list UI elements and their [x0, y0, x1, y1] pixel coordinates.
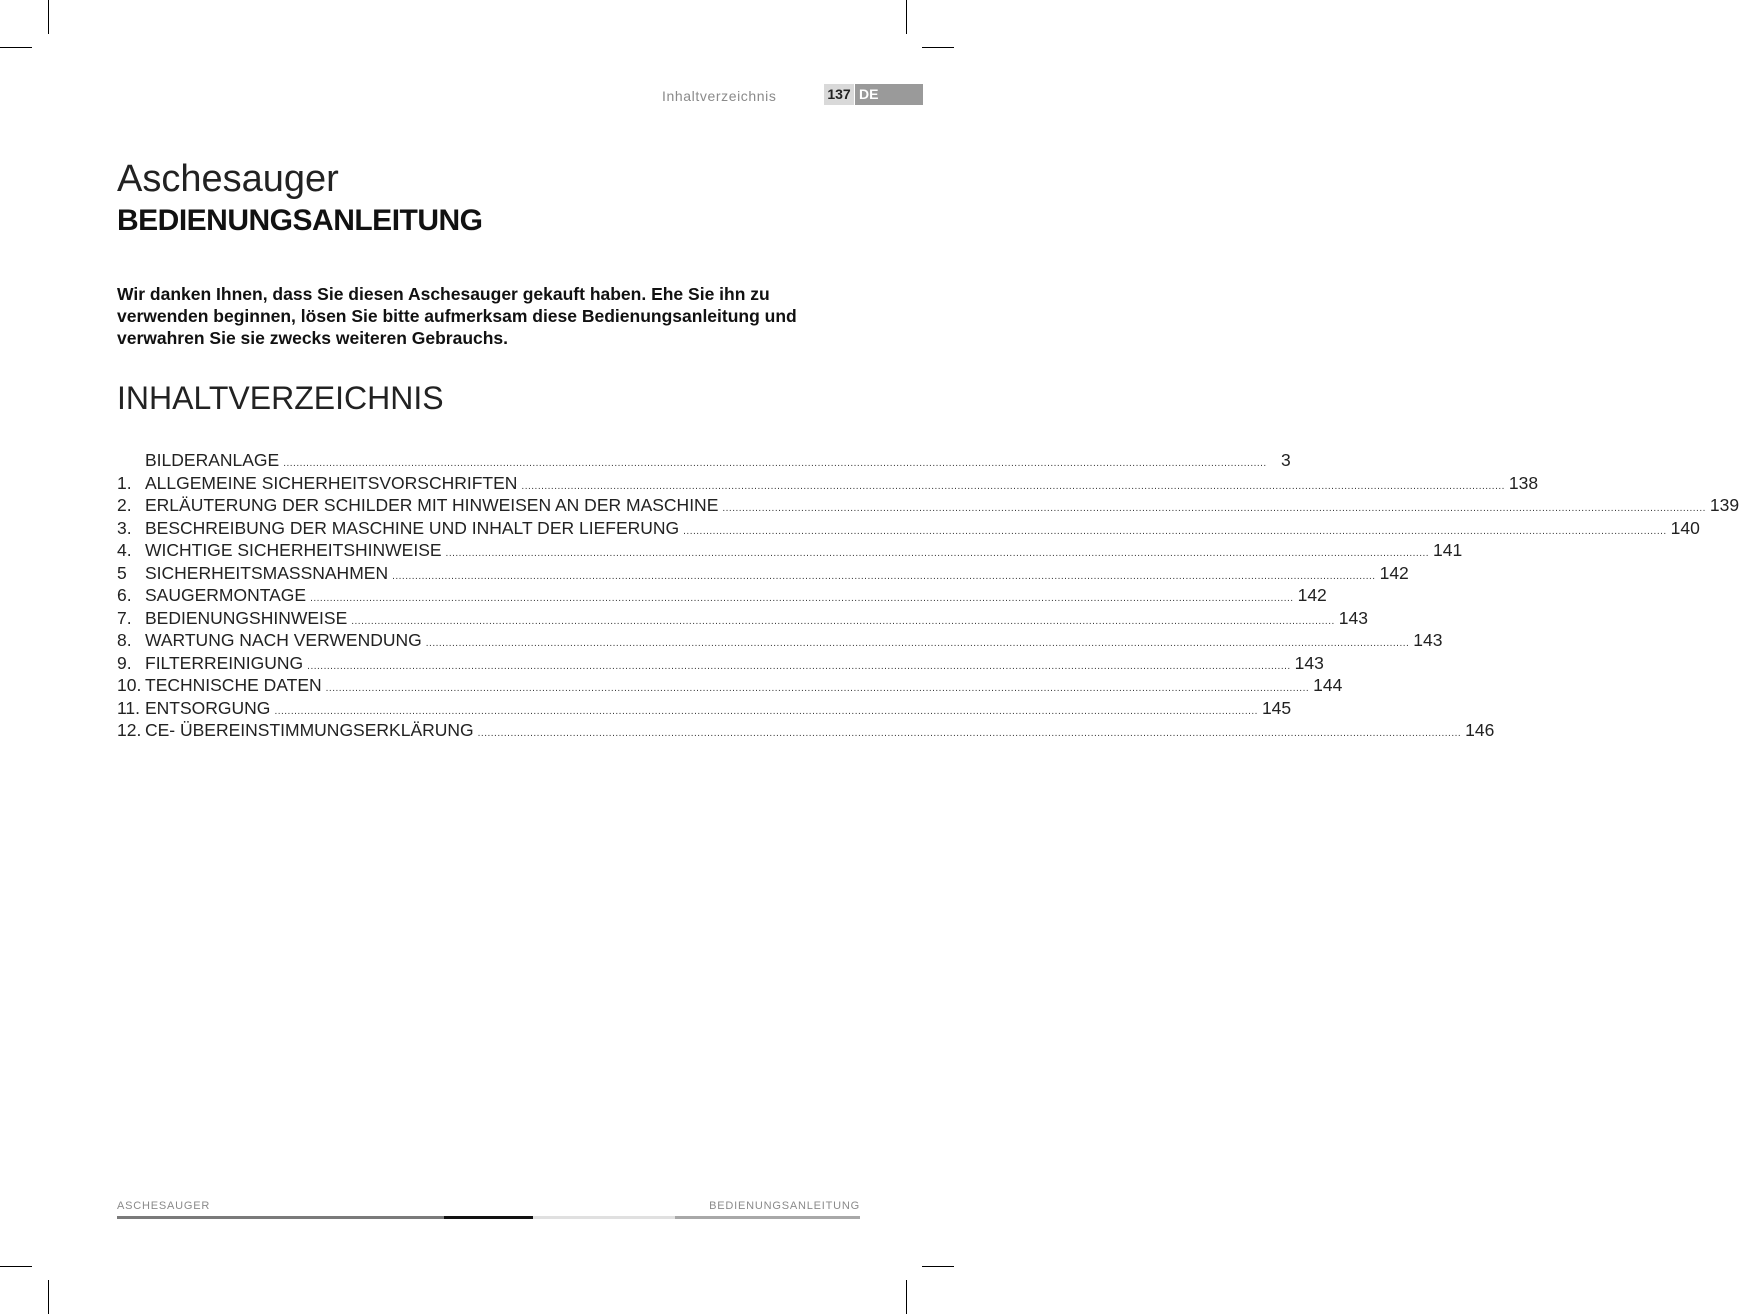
toc-dot-leader: ............................................................................................................................................................................................................................................................................................................ — [445, 548, 1430, 559]
toc-dot-leader: ............................................................................................................................................................................................................................................................................................................ — [425, 638, 1410, 649]
toc-entry — [117, 540, 1463, 563]
toc-entry-page: 145 — [1261, 697, 1292, 718]
crop-mark — [0, 47, 32, 48]
crop-mark — [922, 1266, 954, 1267]
toc-dot-leader: ............................................................................................................................................................................................................................................................................................................ — [274, 705, 1258, 717]
toc-entry-title: BESCHREIBUNG DER MASCHINE UND INHALT DER LIEFERUNG — [145, 517, 680, 538]
toc-entry-page: 146 — [1465, 720, 1495, 740]
toc-dot-leader: ............................................................................................................................................................................................................................................................................................................ — [307, 660, 1291, 672]
toc-entry-title: BEDIENUNGSHINWEISE — [145, 607, 348, 628]
toc-dot-leader: ............................................................................................................................................................................................................................................................................................................ — [310, 593, 1294, 604]
toc-entry-title: WICHTIGE SICHERHEITSHINWEISE — [145, 540, 442, 560]
toc-entry — [117, 517, 1700, 541]
toc-entry — [117, 630, 1443, 653]
toc-entry-title: BILDERANLAGE — [145, 450, 280, 470]
toc-entry-number: 3. — [117, 517, 132, 538]
intro-paragraph: Wir danken Ihnen, dass Sie diesen Aschesauger gekauft haben. Ehe Sie ihn zu verwenden beginnen, lösen Sie bitte aufmerksam diese Bedienungsanleitung und verwahren Sie sie zwecks weiteren Gebrauchs. — [117, 284, 797, 348]
toc-entry-number: 12. — [117, 720, 142, 740]
header-section-title: Inhaltverzeichnis — [662, 88, 777, 104]
footer-bar-segment — [444, 1216, 533, 1219]
toc-entry-page: 142 — [1297, 585, 1327, 605]
footer-manual-label: BEDIENUNGSANLEITUNG — [709, 1200, 860, 1212]
toc-entry-page: 3 — [1280, 450, 1291, 470]
toc-entry — [117, 675, 1343, 698]
toc-entry — [117, 450, 1291, 473]
toc-entry-title: ERLÄUTERUNG DER SCHILDER MIT HINWEISEN AN DER MASCHINE — [145, 495, 719, 515]
toc-entry — [117, 472, 1539, 496]
toc-entry-title: TECHNISCHE DATEN — [145, 675, 322, 695]
toc-entry-title: WARTUNG NACH VERWENDUNG — [145, 630, 422, 650]
crop-mark — [0, 1266, 32, 1267]
toc-entry-number: 10. — [117, 675, 142, 695]
toc-entry — [117, 697, 1292, 721]
toc-entry-page: 142 — [1379, 562, 1409, 583]
toc-entry-page: 139 — [1709, 495, 1739, 515]
toc-entry-page: 143 — [1294, 652, 1324, 673]
table-of-contents — [117, 450, 1739, 743]
footer-bar-segment — [675, 1216, 860, 1219]
toc-entry-page: 138 — [1508, 472, 1539, 493]
footer-product-name: ASCHESAUGER — [117, 1200, 211, 1212]
toc-entry-page: 144 — [1313, 675, 1343, 695]
footer-bar-segment — [117, 1216, 444, 1219]
crop-mark — [906, 0, 907, 34]
toc-entry — [117, 652, 1324, 676]
toc-entry-page: 143 — [1338, 607, 1368, 628]
page-number: 137 — [824, 84, 854, 105]
toc-dot-leader: ............................................................................................................................................................................................................................................................................................................ — [392, 570, 1376, 582]
toc-entry — [117, 562, 1409, 586]
toc-entry — [117, 720, 1495, 743]
footer-bar-segment — [533, 1216, 675, 1219]
crop-mark — [48, 1280, 49, 1314]
toc-entry-number: 6. — [117, 585, 132, 605]
toc-entry-number: 8. — [117, 630, 132, 650]
crop-mark — [906, 1280, 907, 1314]
toc-dot-leader: ............................................................................................................................................................................................................................................................................................................ — [325, 683, 1310, 694]
toc-entry-title: SAUGERMONTAGE — [145, 585, 307, 605]
toc-dot-leader: ............................................................................................................................................................................................................................................................................................................ — [283, 458, 1267, 469]
toc-entry — [117, 585, 1327, 608]
toc-entry-title: CE- ÜBEREINSTIMMUNGSERKLÄRUNG — [145, 720, 474, 740]
toc-entry-title: SICHERHEITSMASSNAHMEN — [145, 562, 389, 583]
toc-entry-title: ENTSORGUNG — [145, 697, 271, 718]
crop-mark — [48, 0, 49, 34]
toc-dot-leader: ............................................................................................................................................................................................................................................................................................................ — [683, 525, 1667, 537]
toc-entry-title: ALLGEMEINE SICHERHEITSVORSCHRIFTEN — [145, 472, 518, 493]
toc-dot-leader: ............................................................................................................................................................................................................................................................................................................ — [477, 728, 1462, 739]
toc-entry-title: FILTERREINIGUNG — [145, 652, 304, 673]
toc-entry-page: 143 — [1413, 630, 1443, 650]
toc-dot-leader: ............................................................................................................................................................................................................................................................................................................ — [351, 615, 1335, 627]
toc-entry-page: 141 — [1433, 540, 1463, 560]
toc-entry-number: 7. — [117, 607, 132, 628]
toc-entry-number: 2. — [117, 495, 132, 515]
toc-entry — [117, 495, 1739, 518]
toc-entry-number: 9. — [117, 652, 132, 673]
toc-entry-number: 11. — [117, 697, 141, 718]
toc-entry-page: 140 — [1670, 517, 1700, 538]
toc-entry-number: 5 — [117, 562, 127, 583]
document-subtitle: BEDIENUNGSANLEITUNG — [117, 204, 483, 237]
toc-dot-leader: ............................................................................................................................................................................................................................................................................................................ — [521, 480, 1505, 492]
toc-entry — [117, 607, 1368, 631]
crop-mark — [922, 47, 954, 48]
document-title: Aschesauger — [117, 158, 339, 200]
toc-entry-number: 4. — [117, 540, 132, 560]
language-badge: DE — [855, 84, 923, 105]
toc-dot-leader: ............................................................................................................................................................................................................................................................................................................ — [722, 503, 1706, 514]
toc-entry-number: 1. — [117, 472, 132, 493]
toc-heading: INHALTVERZEICHNIS — [117, 380, 444, 416]
